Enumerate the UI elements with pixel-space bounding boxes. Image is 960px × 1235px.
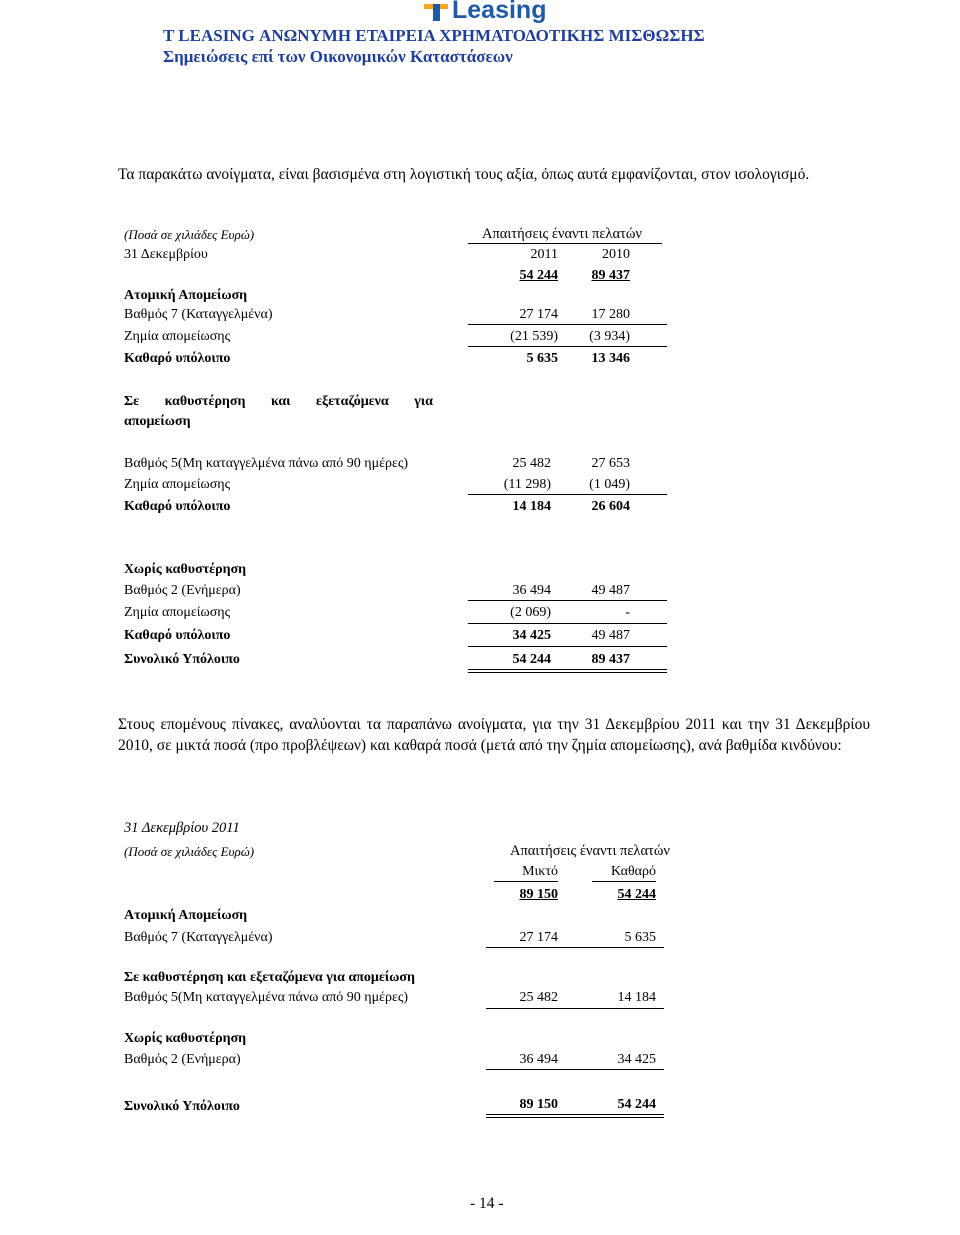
table2-row-value: 14 184	[617, 990, 656, 1005]
table2-rule	[486, 947, 664, 948]
logo-t-icon	[422, 2, 452, 22]
table1-rule	[468, 494, 667, 495]
table1-rule	[468, 623, 667, 624]
table1-row-value: 13 346	[591, 351, 630, 366]
table1-row-value: 17 280	[591, 307, 630, 322]
table2-section-title: Χωρίς καθυστέρηση	[124, 1031, 247, 1046]
table2-header-rule	[494, 881, 558, 882]
table1-grand-total-value: 89 437	[591, 652, 630, 667]
page-number: - 14 -	[470, 1195, 504, 1212]
table2-col-net: Καθαρό	[611, 864, 656, 879]
company-name: T LEASING ΑΝΩΝΥΜΗ ΕΤΑΙΡΕΙΑ ΧΡΗΜΑΤΟΔΟΤΙΚΗΣ ΜΙΣΘΩΣΗΣ	[163, 26, 705, 45]
table1-rule	[468, 646, 667, 647]
table2-col-gross: Μικτό	[522, 864, 558, 879]
table1-units: (Ποσά σε χιλιάδες Ευρώ)	[124, 227, 255, 242]
table2-row-value: 34 425	[617, 1052, 656, 1067]
table1-row-label: Καθαρό υπόλοιπο	[124, 499, 231, 514]
table1-row-label: Βαθμός 5(Μη καταγγελμένα πάνω από 90 ημέρες)	[124, 456, 409, 471]
table2-row-value: 5 635	[624, 930, 656, 945]
table1-total-top-2010: 89 437	[591, 268, 630, 283]
table1-row-value: 49 487	[591, 628, 630, 643]
table2-rule	[486, 1069, 664, 1070]
table2-grand-total-value: 89 150	[519, 1097, 558, 1112]
table1-date-label: 31 Δεκεμβρίου	[124, 247, 208, 262]
table2-units: (Ποσά σε χιλιάδες Ευρώ)	[124, 844, 255, 859]
table2-row-label: Βαθμός 7 (Καταγγελμένα)	[124, 930, 273, 945]
table1-row-label: Καθαρό υπόλοιπο	[124, 628, 231, 643]
intro-paragraph: Τα παρακάτω ανοίγματα, είναι βασισμένα στη λογιστική τους αξία, όπως αυτά εμφανίζονται, στον ισολογισμό.	[118, 166, 810, 183]
table1-row-value: (2 069)	[510, 605, 551, 620]
table2-column-group: Απαιτήσεις έναντι πελατών	[510, 843, 670, 859]
table2-rule	[486, 1008, 664, 1009]
table1-section-title: Χωρίς καθυστέρηση	[124, 562, 247, 577]
table1-row-value: 27 653	[591, 456, 630, 471]
table1-grand-total-label: Συνολικό Υπόλοιπο	[124, 652, 240, 667]
table1-row-value: (11 298)	[503, 477, 551, 492]
table1-row-value: (1 049)	[589, 477, 630, 492]
table1-row-value: 27 174	[519, 307, 558, 322]
table1-row-label: Ζημία απομείωσης	[124, 329, 231, 344]
table1-row-value: 34 425	[512, 628, 551, 643]
table1-row-label: Καθαρό υπόλοιπο	[124, 351, 231, 366]
middle-paragraph: Στους επομένους πίνακες, αναλύονται τα παραπάνω ανοίγματα, για την 31 Δεκεμβρίου 2011 και την 31 Δεκεμβρίου 2010, σε μικτά ποσά (προ προβλέψεων) και καθαρά ποσά (μετά από την ζημία απομείωσης), ανά βαθμίδα κινδύνου:	[118, 716, 870, 754]
table2-row-label: Βαθμός 2 (Ενήμερα)	[124, 1052, 241, 1067]
table2-date-title: 31 Δεκεμβρίου 2011	[124, 820, 240, 836]
table2-header-rule	[592, 881, 656, 882]
table1-row-value: 36 494	[512, 583, 551, 598]
table1-double-rule	[468, 672, 667, 673]
table1-row-value: 14 184	[512, 499, 551, 514]
table1-rule	[468, 346, 667, 347]
table1-row-label: Βαθμός 2 (Ενήμερα)	[124, 583, 241, 598]
table2-double-rule	[486, 1117, 664, 1118]
table1-row-value: 25 482	[512, 456, 551, 471]
table1-row-value: -	[625, 605, 630, 620]
table2-double-rule	[486, 1114, 664, 1115]
table2-grand-total-value: 54 244	[617, 1097, 656, 1112]
table2-section-title: Ατομική Απομείωση	[124, 908, 248, 923]
document-subtitle: Σημειώσεις επί των Οικονομικών Καταστάσεων	[163, 47, 513, 66]
table2-section-title: Σε καθυστέρηση και εξεταζόμενα για απομείωση	[124, 970, 415, 985]
table2-grand-total-label: Συνολικό Υπόλοιπο	[124, 1099, 240, 1114]
logo-text: Leasing	[452, 0, 547, 24]
table1-row-label: Ζημία απομείωσης	[124, 477, 231, 492]
table2-total-top-net: 54 244	[617, 887, 656, 902]
table1-header-rule	[468, 243, 662, 244]
table1-total-top-2011: 54 244	[519, 268, 558, 283]
table1-section-title-cont: απομείωση	[124, 414, 191, 429]
table1-section-title-text: Σε καθυστέρηση και εξεταζόμενα για	[124, 394, 433, 409]
table1-row-value: 49 487	[591, 583, 630, 598]
table1-row-value: 5 635	[526, 351, 558, 366]
table1-rule	[468, 324, 667, 325]
table2-row-value: 27 174	[519, 930, 558, 945]
table1-column-group: Απαιτήσεις έναντι πελατών	[482, 226, 642, 242]
table1-row-label: Βαθμός 7 (Καταγγελμένα)	[124, 307, 273, 322]
table1-grand-total-value: 54 244	[512, 652, 551, 667]
table1-year-2011: 2011	[530, 247, 558, 262]
table1-double-rule	[468, 669, 667, 670]
table1-row-label: Ζημία απομείωσης	[124, 605, 231, 620]
table2-row-value: 36 494	[519, 1052, 558, 1067]
table1-section-title	[124, 394, 454, 410]
table2-row-value: 25 482	[519, 990, 558, 1005]
table1-year-2010: 2010	[602, 247, 630, 262]
table1-row-value: 26 604	[591, 499, 630, 514]
table1-row-value: (21 539)	[510, 329, 558, 344]
table2-total-top-gross: 89 150	[519, 887, 558, 902]
table1-rule	[468, 600, 667, 601]
table2-row-label: Βαθμός 5(Μη καταγγελμένα πάνω από 90 ημέρες)	[124, 990, 409, 1005]
table1-section-title: Ατομική Απομείωση	[124, 288, 248, 303]
table1-row-value: (3 934)	[589, 329, 630, 344]
